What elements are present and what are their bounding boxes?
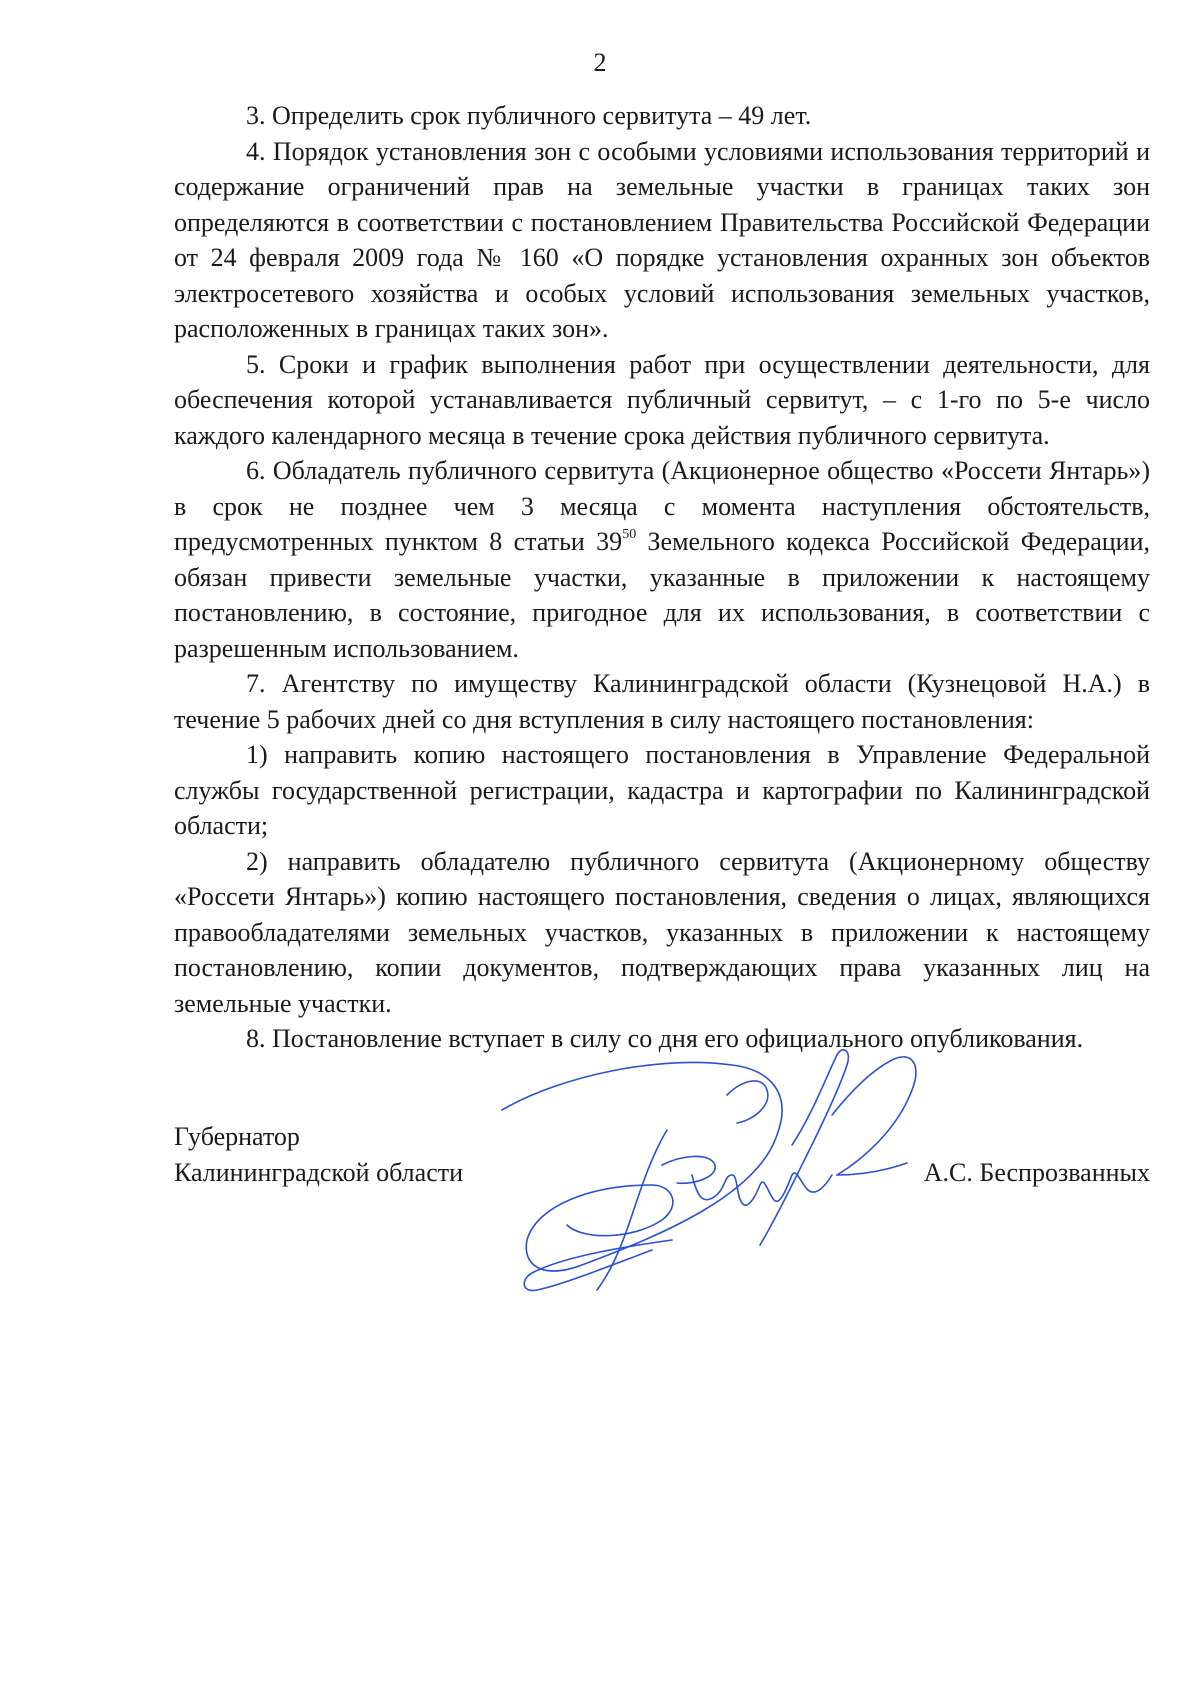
paragraph-6-part-1: 6. Обладатель публичного сервитута (Акционерное общество «Россети Янтарь») в срок не позднее чем 3 месяца с момента наступления обстоятельств, предусмотренных пунктом 8 статьи 39 [174, 456, 1150, 556]
paragraph-8: 8. Постановление вступает в силу со дня его официального опубликования. [246, 1024, 1084, 1053]
document-body [174, 98, 1150, 1057]
paragraph-5: 5. Сроки и график выполнения работ при осуществлении деятельности, для обеспечения которой устанавливается публичный сервитут, – с 1-го по 5-е число каждого календарного месяца в течение срока действия публичного сервитута. [174, 349, 1150, 450]
paragraph-7: 7. Агентству по имуществу Калининградской области (Кузнецовой Н.А.) в течение 5 рабочих дней со дня вступления в силу настоящего постановления: [174, 669, 1150, 734]
handwritten-signature [492, 1035, 932, 1305]
paragraph-6-part-2: Земельного кодекса Российской Федерации, обязан привести земельные участки, указанные в приложении к настоящему постановлению, в состояние, пригодное для их использования, в соответствии с разрешенным использованием. [174, 527, 1150, 663]
paragraph-4: 4. Порядок установления зон с особыми условиями использования территорий и содержание ограничений прав на земельные участки в границах таких зон определяются в соответствии с постановлением Правительства Российской Федерации от 24 февраля 2009 года № 160 «О порядке установления охранных зон объектов электросетевого хозяйства и особых условий использования земельных участков, расположенных в границах таких зон». [174, 136, 1150, 343]
article-superscript: 50 [622, 527, 637, 543]
paragraph-7-item-1: 1) направить копию настоящего постановления в Управление Федеральной службы государственной регистрации, кадастра и картографии по Калининградской области; [174, 740, 1150, 840]
paragraph-6 [174, 453, 1150, 666]
signatory-title-line-2: Калининградской области [174, 1158, 464, 1187]
paragraph-3: 3. Определить срок публичного сервитута – 49 лет. [246, 101, 812, 130]
signatory-name: А.С. Беспрозванных [923, 1158, 1150, 1187]
signatory-title-line-1: Губернатор [174, 1122, 300, 1151]
paragraph-7-item-2: 2) направить обладателю публичного сервитута (Акционерному обществу «Россети Янтарь») копию настоящего постановления, сведения о лицах, являющихся правообладателями земельных участков, указанных в приложении к настоящему постановлению, копии документов, подтверждающих права указанных лиц на земельные участки. [174, 846, 1150, 1018]
page-number: 2 [593, 48, 607, 77]
signatory-title [174, 1119, 463, 1191]
